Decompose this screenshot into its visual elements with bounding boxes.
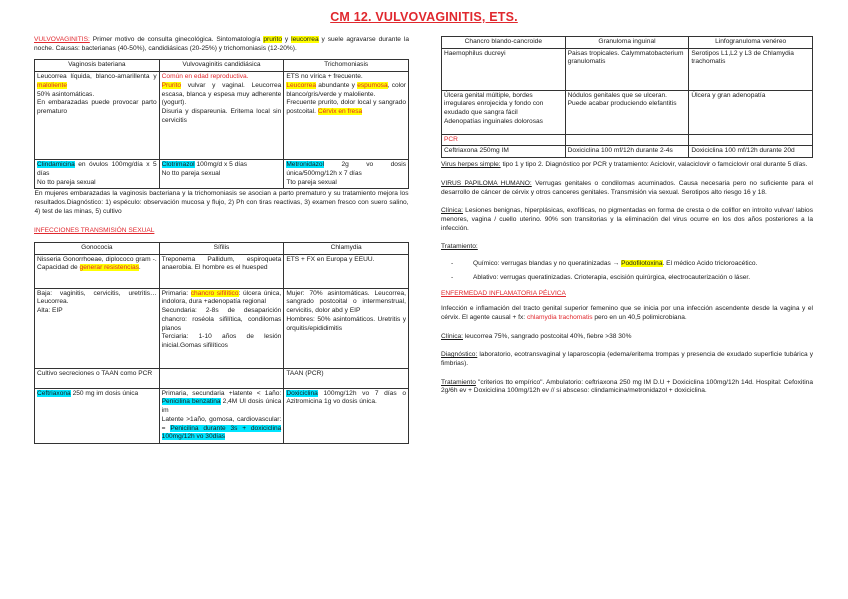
- table-cell: Doxiciclina 100 mf/12h durante 2-4s: [565, 146, 689, 158]
- eip-intro: Infección e inflamación del tracto genital superior femenino que se inicia por una infección ascendente desde la vagina y el cérvix. El agente causal + fx: chlamydia trachomatis pero en un 40,5 polimicrobiana.: [441, 305, 813, 321]
- table-cell: Común en edad reproductiva. Prurito vulvar y vaginal. Leucorrea escasa, blanca y espesa muy adherente (yogurt). Disuria y dispareunia. Eritema local sin cervicitis: [159, 72, 284, 160]
- table-row: [35, 160, 409, 189]
- table-cell: Úlcera y gran adenopatía: [689, 90, 813, 134]
- right-column: [441, 36, 813, 402]
- vph-tto-label: Tratamiento:: [441, 243, 478, 251]
- table-header-row: [35, 243, 409, 255]
- table-cell: TAAN (PCR): [284, 368, 409, 388]
- table-row: [35, 368, 409, 388]
- table-note-cell: En mujeres embarazadas la vaginosis bacteriana y la trichomoniasis se asocian a parto prematuro y su tratamiento mejora los resultados.Diagnóstico: 1) espéculo: observación mucosa y flujo, 2) Ph con tiras reactivas, 3) examen fresco con suero salino, 4) test de las minas, 5) cultivo: [34, 190, 409, 215]
- table-row: [35, 189, 409, 218]
- left-column: [34, 36, 409, 444]
- table-row: [35, 288, 409, 368]
- table-row: [35, 254, 409, 288]
- table-cell: [689, 134, 813, 146]
- table-cell: Treponema Pallidum, espiroqueta anaerobia. El hombre es el huesped: [159, 254, 284, 288]
- table-cell: PCR: [442, 134, 566, 146]
- vulvovaginitis-heading: VULVOVAGINITIS:: [34, 36, 90, 43]
- table-cell: Nódulos genitales que se ulceran. Puede acabar produciendo elefantitis: [565, 90, 689, 134]
- table-header: Trichomoniasis: [284, 60, 409, 72]
- vulvovaginitis-intro: VULVOVAGINITIS: Primer motivo de consulta ginecológica. Sintomatología prurito y leucorrea y suele agravarse durante la noche. Causas: bacterianas (40-50%), candidiásicas (20-25%) y trichomoniasis (12-20%).: [34, 36, 409, 52]
- list-item: - Ablativo: verrugas queratinizadas. Crioterapia, escisión quirúrgica, electrocauterización o láser.: [451, 274, 813, 283]
- table-cell: [565, 134, 689, 146]
- table-header: Vulvovaginitis candidiásica: [159, 60, 284, 72]
- table-row: [35, 388, 409, 443]
- table-cell: Mujer: 70% asintomáticas. Leucorrea, sangrado postcoital o intermenstrual, cervicitis, dolor abd y EIP Hombres: 50% asintomáticos. Uretritis y orquitis/epididimitis: [284, 288, 409, 368]
- vulvovaginitis-table: [34, 59, 409, 217]
- table-header: Gonococia: [35, 243, 160, 255]
- table-header: Sífilis: [159, 243, 284, 255]
- table-header: Linfogranuloma venéreo: [689, 37, 813, 49]
- table-row: [442, 90, 813, 134]
- vph-clinica: Clínica: Lesiones benignas, hiperplásicas, exofíticas, no pigmentadas en forma de cresta o de coliflor en introito vulvar/ labios menores, vagina / cuello uterino. 90% son transitorias y la eliminación del virus ocurre en los dos años posteriores a la infección.: [441, 207, 813, 232]
- table-cell: Paisas tropicales. Calymmatobacterium granulomatis: [565, 48, 689, 90]
- table-cell: Leucorrea líquida, blanco-amarillenta y maloliente 50% asintomáticas. En embarazadas puede provocar parto prematuro: [35, 72, 160, 160]
- table-row: [442, 146, 813, 158]
- list-item: - Químico: verrugas blandas y no queratinizadas → Podofilotoxina. El médico Acido tricloroacético.: [451, 260, 813, 269]
- eip-tratamiento: Tratamiento "criterios tto empírico". Ambulatorio: ceftriaxona 250 mg IM D.U + Doxiciclina 100mg/12h 14d. Hospital: Cefoxitina 2g/6h ev + Doxiciclina 100mg/12h ev // si absceso: clindamicina/metronidazol + doxiciclina.: [441, 378, 813, 395]
- table-cell: Primaria, secundaria +latente < 1año: Penicilina benzatina 2,4M UI dosis única im Latente >1año, gomosa, cardiovascular: = Penicilina durante 3s + doxiciclina 100mg/12h vo 30días: [159, 388, 284, 443]
- table-cell: Clindamicina en óvulos 100mg/día x 5 días No tto pareja sexual: [35, 160, 160, 189]
- table-header: Vaginosis bateriana: [35, 60, 160, 72]
- page-title: CM 12. VULVOVAGINITIS, ETS.: [330, 10, 518, 24]
- its-table: [34, 242, 409, 444]
- table-header: Chlamydia: [284, 243, 409, 255]
- table-header-row: [35, 60, 409, 72]
- table-cell: Serotipos L1,L2 y L3 de Chlamydia trachomatis: [689, 48, 813, 90]
- table-cell: Nisseria Gonorrhoeae, diplococo gram -. Capacidad de generar resistencias.: [35, 254, 160, 288]
- table-cell: ETS + FX en Europa y EEUU.: [284, 254, 409, 288]
- eip-clinica: Clínica: leucorrea 75%, sangrado postcoital 40%, fiebre >38 30%: [441, 332, 632, 340]
- table-header-row: [442, 37, 813, 49]
- table-cell: Baja: vaginitis, cervicitis, uretritis… Leucorrea. Alta: EIP: [35, 288, 160, 368]
- table-cell: Ceftriaxona 250 mg im dosis única: [35, 388, 160, 443]
- table-row: [442, 48, 813, 90]
- table-cell: Úlcera genital múltiple, bordes irregulares enrojecida y fondo con exudado que sangra fácil Adenopatías inguinales dolorosas: [442, 90, 566, 134]
- vph-tto-list: [451, 260, 813, 282]
- table-row: [442, 134, 813, 146]
- table-header: Granuloma inguinal: [565, 37, 689, 49]
- eip-diagnostico: Diagnóstico: laboratorio, ecotransvaginal y laparoscopia (edema/eritema trompas y presencia de exudado superficie tubárica y fimbrias).: [441, 351, 813, 367]
- table-cell: Metronidazol 2g vo dosis única/500mg/12h x 7 días Tto pareja sexual: [284, 160, 409, 189]
- table-cell: ETS no vírica + frecuente. Leucorrea abundante y espumosa, color blanco/gris/verde y maloliente. Frecuente prurito, dolor local y sangrado postcoital. Cérvix en fresa: [284, 72, 409, 160]
- table-cell: Doxiciclina 100mg/12h vo 7 días o Azitromicina 1g vo dosis única.: [284, 388, 409, 443]
- herpes-paragraph: Virus herpes simple: tipo 1 y tipo 2. Diagnóstico por PCR y tratamiento: Aciclovir, valaciclovir o famciclovir oral durante 5 días.: [441, 161, 808, 169]
- table-cell: Ceftriaxona 250mg IM: [442, 146, 566, 158]
- table-cell: Primaria: chancro sifilítico: úlcera única, indolora, dura +adenopatía regional Secundaria: 2-8s de desaparición chancro: roséola sifilítica, condilomas planos Terciaria: 1-10 años de lesión inicial.Gomas sifilíticos: [159, 288, 284, 368]
- its-heading: INFECCIONES TRANSMISIÓN SEXUAL: [34, 227, 155, 235]
- ulcer-table: [441, 36, 813, 158]
- table-cell: [159, 368, 284, 388]
- table-cell: Clotrimazol 100mg/d x 5 días No tto pareja sexual: [159, 160, 284, 189]
- table-cell: Haemophilus ducreyi: [442, 48, 566, 90]
- table-header: Chancro blando-cancroide: [442, 37, 566, 49]
- table-cell: Cultivo secreciones o TAAN como PCR: [35, 368, 160, 388]
- eip-heading: ENFERMEDAD INFLAMATORIA PÉLVICA: [441, 290, 566, 298]
- table-cell: Doxiciclina 100 mf/12h durante 20d: [689, 146, 813, 158]
- table-row: [35, 72, 409, 160]
- vph-paragraph: VIRUS PAPILOMA HUMANO: Verrugas genitales o condilomas acuminados. Causa necesaria pero no suficiente para el desarrollo de cáncer de cérvix y otros canceres genitales. Transmisión via sexual. Serotipos alto riesgo 16 y 18.: [441, 179, 813, 196]
